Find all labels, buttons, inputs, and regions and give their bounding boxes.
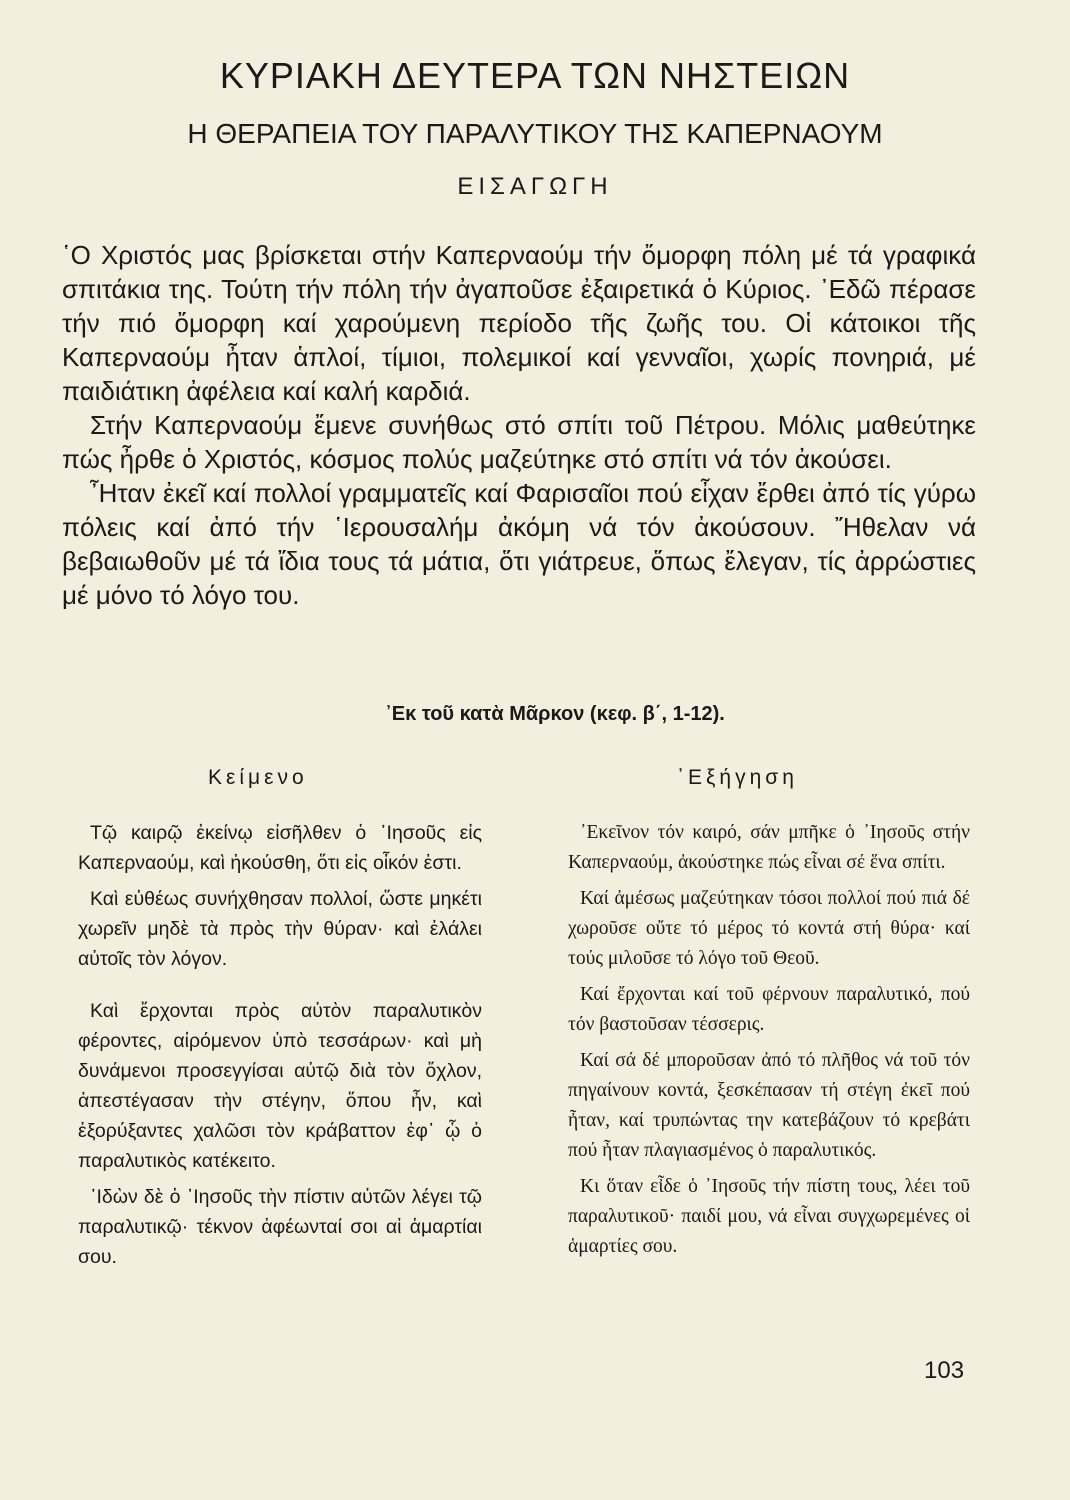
original-text-column	[78, 818, 482, 1278]
verse-paragraph: Καὶ εὐθέως συνήχθησαν πολλοί, ὥστε μηκέτι χωρεῖν μηδὲ τὰ πρὸς τὴν θύραν· καὶ ἐλάλει αὐτοῖς τὸν λόγον.	[78, 888, 482, 970]
page-number: 103	[924, 1357, 965, 1384]
scripture-reference: ᾿Εκ τοῦ κατὰ Μᾶρκον (κεφ. β΄, 1-12).	[385, 703, 725, 725]
intro-paragraph: Στήν Καπερναούμ ἔμενε συνήθως στό σπίτι τοῦ Πέτρου. Μόλις μαθεύτηκε πώς ἦρθε ὁ Χριστός, κόσμος πολύς μαζεύτηκε στό σπίτι νά τόν ἀκούσει.	[62, 410, 976, 474]
explanation-paragraph: Καί ἀμέσως μαζεύτηκαν τόσοι πολλοί πού πιά δέ χωροῦσε οὔτε τό μέρος τό κοντά στή θύρα· καί τούς μιλοῦσε τό λόγο τοῦ Θεοῦ.	[568, 888, 970, 969]
explanation-paragraph: Κι ὅταν εἶδε ὁ ᾿Ιησοῦς τήν πίστη τους, λέει τοῦ παραλυτικοῦ· παιδί μου, νά εἶναι συγχωρεμένες οἱ ἁμαρτίες σου.	[568, 1176, 970, 1257]
explanation-paragraph: Καί ἔρχονται καί τοῦ φέρνουν παραλυτικό, πού τόν βαστοῦσαν τέσσερις.	[568, 984, 970, 1035]
intro-paragraph: ῾Ο Χριστός μας βρίσκεται στήν Καπερναούμ τήν ὄμορφη πόλη μέ τά γραφικά σπιτάκια της. Τούτη τήν πόλη τήν ἀγαποῦσε ἐξαιρετικά ὁ Κύριος. ᾿Εδῶ πέρασε τήν πιό ὄμορφη καί χαρούμενη περίοδο τῆς ζωῆς του. Οἱ κάτοικοι τῆς Καπερναούμ ἦταν ἁπλοί, τίμιοι, πολεμικοί καί γενναῖοι, χωρίς πονηριά, μέ παιδιάτικη ἀφέλεια καί καλή καρδιά.	[62, 240, 976, 406]
page-title: ΚΥΡΙΑΚΗ ΔΕΥΤΕΡΑ ΤΩΝ ΝΗΣΤΕΙΩΝ	[219, 55, 851, 96]
explanation-paragraph: ᾿Εκεῖνον τόν καιρό, σάν μπῆκε ὁ ᾿Ιησοῦς στήν Καπερναούμ, ἀκούστηκε πώς εἶναι σέ ἕνα σπίτι.	[568, 822, 970, 873]
verse-paragraph: Τῷ καιρῷ ἐκείνῳ εἰσῆλθεν ὁ ᾿Ιησοῦς εἰς Καπερναούμ, καὶ ἠκούσθη, ὅτι εἰς οἶκόν ἐστι.	[78, 822, 482, 874]
verse-paragraph: ᾿Ιδὼν δὲ ὁ ᾿Ιησοῦς τὴν πίστιν αὐτῶν λέγει τῷ παραλυτικῷ· τέκνον ἀφέωνταί σοι αἱ ἁμαρτίαι σου.	[78, 1186, 482, 1268]
column-heading-text: Κείμενο	[208, 766, 308, 789]
section-heading: ΕΙΣΑΓΩΓΗ	[457, 173, 613, 200]
page-subtitle: Η ΘΕΡΑΠΕΙΑ ΤΟΥ ΠΑΡΑΛΥΤΙΚΟΥ ΤΗΣ ΚΑΠΕΡΝΑΟΥΜ	[187, 118, 883, 149]
explanation-paragraph: Καί σά δέ μποροῦσαν ἀπό τό πλῆθος νά τοῦ τόν πηγαίνουν κοντά, ξεσκέπασαν τή στέγη ἐκεῖ πού ἦταν, καί τρυπώντας την κατεβάζουν τό κρεβάτι πού ἦταν πλαγιασμένος ὁ παραλυτικός.	[568, 1050, 970, 1161]
column-heading-explanation: ᾿Εξήγηση	[677, 766, 798, 789]
introduction-text	[62, 238, 976, 612]
intro-paragraph: ῏Ηταν ἐκεῖ καί πολλοί γραμματεῖς καί Φαρισαῖοι πού εἶχαν ἔρθει ἀπό τίς γύρω πόλεις καί ἀπό τήν ῾Ιερουσαλήμ ἀκόμη νά τόν ἀκούσουν. Ἤθελαν νά βεβαιωθοῦν μέ τά ἴδια τους τά μάτια, ὅτι γιάτρευε, ὅπως ἔλεγαν, τίς ἀρρώστιες μέ μόνο τό λόγο του.	[62, 478, 976, 610]
verse-paragraph: Καὶ ἔρχονται πρὸς αὐτὸν παραλυτικὸν φέροντες, αἰρόμενον ὑπὸ τεσσάρων· καὶ μὴ δυνάμενοι προσεγγίσαι αὐτῷ διὰ τὸν ὄχλον, ἀπεστέγασαν τὴν στέγην, ὅπου ἦν, καὶ ἐξορύξαντες χαλῶσι τὸν κράβαττον ἐφ᾿ ᾧ ὁ παραλυτικὸς κατέκειτο.	[78, 1000, 482, 1172]
explanation-column	[568, 818, 970, 1268]
